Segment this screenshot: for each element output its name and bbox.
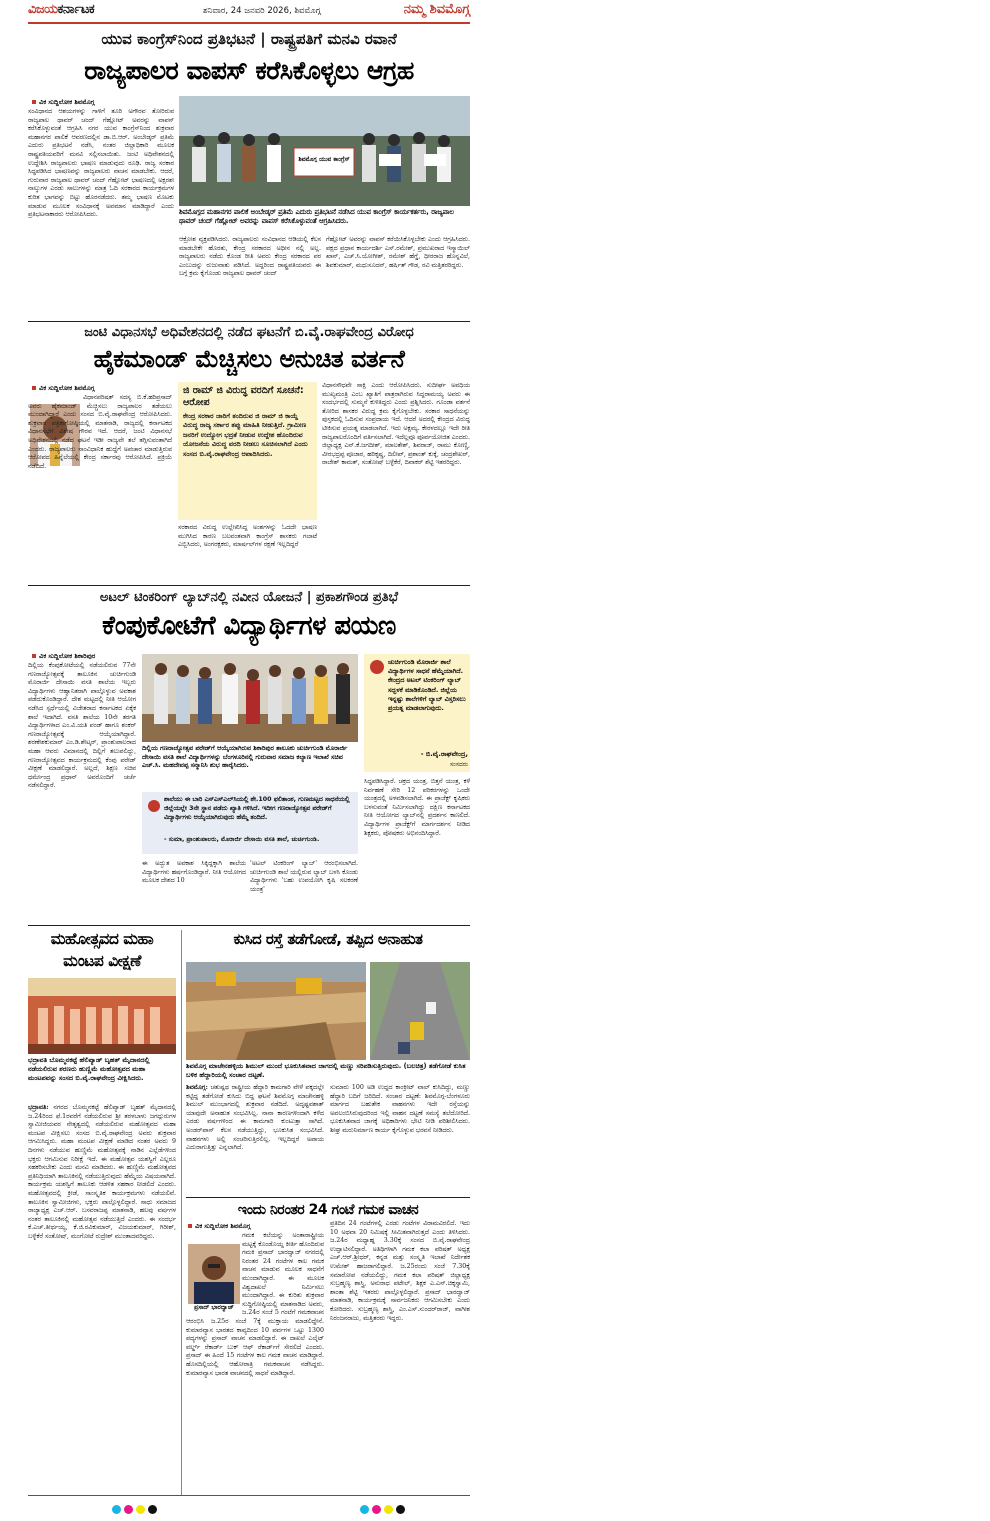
masthead-edition: ನಮ್ಮ ಶಿವಮೊಗ್ಗ xyxy=(403,2,470,17)
story4-headline-line2: ಮಂಟಪ ವೀಕ್ಷಣೆ xyxy=(63,952,141,970)
story2-col2: ಸರಕಾರದ ವಿರುದ್ಧ ಉಲ್ಲೇಖಿಸಿದ್ದ ಅಂಶಗಳನ್ನು ಓದದೇ ಭಾಷಣ ಮುಗಿಸಿದ ಕಾರಣ ಬಲವಂತವಾಗಿ ಕಾಂಗ್ರೆಸ್ ಶಾಸಕರು ಗಲಾಟೆ ಎಬ್ಬಿಸಿದರು, ಅಂಗರಕ್ಷಕರು, ಮಾರ್ಷಲ್‌ಗಳ ರಕ್ಷಣೆ ಇಲ್ಲದಿದ್ದರೆ xyxy=(178,524,317,549)
story1-byline: ವಿಕ ಸುದ್ದಿಲೋಕ ಶಿವಮೊಗ್ಗ xyxy=(32,98,95,107)
story2-byline: ವಿಕ ಸುದ್ದಿಲೋಕ ಶಿವಮೊಗ್ಗ xyxy=(32,384,95,393)
story3-quote-role: ಸಂಸದರು xyxy=(450,761,468,768)
story4-photo xyxy=(28,978,176,1054)
story2-highlight-box xyxy=(178,382,317,520)
story1-col2: ಆಕ್ರೋಶ ವ್ಯಕ್ತಪಡಿಸಿದರು. ರಾಜ್ಯಪಾಲರು ಸಂವಿಧಾನದ ಆಡಿಯಲ್ಲಿ ಕೆಲಸ ಮಾಡಬೇಕೇ ಹೊರತು, ಕೇಂದ್ರ ಸರಕಾರದ ಅಧೀನ ನಲ್ಲಿ ಅಲ್ಲ. ರಾಜ್ಯಪಾಲರು ನಡೆದು ಕೊಂಡ ರೀತಿ ಅವರು ಕೇಂದ್ರ ಸರಕಾರದ ಪರ ಎಂಬುದನ್ನು ರುಜುವಾತು ಪಡಿಸಿದೆ. ಅದ್ದರಿಂದ ರಾಷ್ಟ್ರಪತಿಯವರು ಈ ಬಗ್ಗೆ ಕ್ರಮ ಕೈಗೊಂಡು ರಾಜ್ಯಪಾಲ ಥಾವರ್ ಚಂದ್ xyxy=(179,236,321,278)
story3-col2c: 'ಅಟಲ್ ಟಿಂಕರಿಂಗ್ ಲ್ಯಾಬ್' ಆರಂಭಿಸಲಾಗಿದೆ. ಚುರ್ಚಿಗುಂಡಿ ಶಾಲೆ ಯಲ್ಲಿರುವ ಲ್ಯಾಬ್ ಬಳಸಿ ಕೊಂಡು ವಿದ್ಯಾರ್ಥಿಗಳು 'ಬಹು ಉಪಯೋಗಿ ಕೃಷಿ ಸಲಕರಣೆ ಯಂತ್ರ' xyxy=(250,860,358,893)
yellow-dot xyxy=(384,1505,393,1514)
story3-kicker: ಅಟಲ್ ಟಿಂಕರಿಂಗ್ ಲ್ಯಾಬ್‌ನಲ್ಲಿ ನವೀನ ಯೋಜನೆ | ಪ್ರಕಾಶಗೌಂಡ ಪ್ರತಿಭೆ xyxy=(99,590,399,605)
story3-quote-text: ಚುರ್ಚಿಗುಂಡಿ ಮೊರಾರ್ಜಿ ಶಾಲೆ ವಿದ್ಯಾರ್ಥಿಗಳ ಸಾಧನೆ ಹೆಮ್ಮೆಯಾಗಿದೆ. ಕೇಂದ್ರದ ಅಟಲ್ ಟಿಂಕರಿಂಗ್ ಲ್ಯಾಬ್ ಸದ್ಬಳಕೆ ಮಾಡಿಕೊಂಡಿದೆ. ಜಿಲ್ಲೆಯ ಇನ್ನಷ್ಟು ಶಾಲೆಗಳಿಗೆ ಲ್ಯಾಬ್ ವಿಸ್ತರಿಸಲು ಪ್ರಯತ್ನ ಮಾಡಲಾಗುವುದು. xyxy=(388,658,466,713)
story1-photo-caption: ಶಿವಮೊಗ್ಗದ ಮಹಾನಗರ ಪಾಲಿಕೆ ಅಂಬೇಡ್ಕರ್ ಪ್ರತಿಮೆ ಎದುರು ಪ್ರತಿಭಟನೆ ನಡೆಸಿದ ಯುವ ಕಾಂಗ್ರೆಸ್ ಕಾರ್ಯಕರ್ತರು, ರಾಜ್ಯಪಾಲ ಥಾವರ್ ಚಂದ್ ಗೆಹ್ಲೋಟ್ ಅವರನ್ನು ವಾಪಸ್ ಕರೆಸಿಕೊಳ್ಳುವಂತೆ ಆಗ್ರಹಿಸಿದರು. xyxy=(179,208,454,225)
footer-rule xyxy=(28,1495,470,1496)
story3-col3: ಸಿದ್ಧಪಡಿಸಿದ್ದಾರೆ. ಚಕ್ರದ ಯಂತ್ರ, ಬಿತ್ತನೆ ಯಂತ್ರ, ಕಳೆ ನಿರ್ವಹಣೆ ಸೇರಿ 12 ಪರಿಕರಗಳನ್ನು ಒಂದೇ ಯಂತ್ರದಲ್ಲಿ ಅಳವಡಿಸಲಾಗಿದೆ. ಈ ಪ್ರಾಜೆಕ್ಟ್ ಕೃಷಿಕರು ಬಳಸುವಂತೆ ನಿರ್ಮಿಸಲಾಗಿದ್ದು ದಕ್ಷಿಣ ಕರ್ನಾಟಕದ ನೀತಿ ಆಯೋಗದ ಲ್ಯಾಬ್‌ನಲ್ಲಿ ಪ್ರದರ್ಶನ ಕಾಣಲಿದೆ. ವಿದ್ಯಾರ್ಥಿಗಳ ಪ್ರಾಜೆಕ್ಟ್‌ಗೆ ಮಾರ್ಗದರ್ಶನ ನೀಡಿದ ಶಿಕ್ಷಕರು, ಪೋಷಕರು ಅಭಿನಂದಿಸಿದ್ದಾರೆ. xyxy=(364,778,470,837)
story6-portrait-name: ಪ್ರಸಾದ್ ಭಾರದ್ವಾಜ್ xyxy=(194,1304,234,1311)
protest-group-photo xyxy=(179,96,470,206)
story3-col1: ದಿಲ್ಲಿಯ ಕೆಂಪುಕೋಟೆಯಲ್ಲಿ ನಡೆಯಲಿರುವ 77ನೇ ಗಣರಾಜ್ಯೋತ್ಸವಕ್ಕೆ ತಾಲೂಕಿನ ಚುರ್ಚಿಗುಂಡಿ ಮೊರಾರ್ಜಿ ದೇಸಾಯಿ ವಸತಿ ಶಾಲೆಯ ಇಬ್ಬರು ವಿದ್ಯಾರ್ಥಿಗಳು ಆಹ್ವಾನಿತರಾಗಿ ಪಾಲ್ಗೊಳ್ಳುವ ಅವಕಾಶ ಪಡೆದುಕೊಂಡಿದ್ದಾರೆ. ದೇಶ ಮಟ್ಟದಲ್ಲಿ ನೀತಿ ಆಯೋಗ ನಡೆಸಿದ ಸ್ಪರ್ಧೆಯಲ್ಲಿ ವಿಜೇತರಾದ ಕರ್ನಾಟಕದ ಏಕೈಕ ಶಾಲೆ ಇದಾಗಿದೆ. ವಸತಿ ಶಾಲೆಯ 10ನೇ ತರಗತಿ ವಿದ್ಯಾರ್ಥಿಗಳಾದ ಎಂ.ವಿ.ಯತಿ ಪಂಡ್‌ ಹಾಗೂ ಶಂಕರ್ ಗಣರಾಜ್ಯೋತ್ಸವಕ್ಕೆ ಆಯ್ಕೆಯಾಗಿದ್ದಾರೆ. ಶರಣೇಶಕುಮಾರ್ ಎಂ.ಡಿ.ಶೇಟ್ಕರ್, ಪ್ರಾಂಶುಪಾಲರಾದ ಮಹಾ ಆವರು ವಿಮಾನದಲ್ಲಿ ದಿಲ್ಲಿಗೆ ತಲುಪಲಿದ್ದು, ಗಣರಾಜ್ಯೋತ್ಸವದ ಕಾರ್ಯಕ್ರಮದಲ್ಲಿ ಕೆಂಪು ಪರೇಡ್ ವೀಕ್ಷಣೆ ಮಾಡಲಿದ್ದಾರೆ. ಅಲ್ಲದೆ, ಶಿಕ್ಷಣ ಸಚಿವ ಧರ್ಮೇಂದ್ರ ಪ್ರಧಾನ್ ಅವರೊಂದಿಗೆ ಚರ್ಚೆ ನಡೆಸಲಿದ್ದಾರೆ. xyxy=(28,662,136,790)
magenta-dot xyxy=(372,1505,381,1514)
story5-headline: ಕುಸಿದ ರಸ್ತೆ ತಡೆಗೋಡೆ, ತಪ್ಪಿದ ಅನಾಹುತ xyxy=(233,930,423,948)
masthead-logo: ವಿಜಯಕರ್ನಾಟಕ xyxy=(28,2,95,17)
story2-box-text: ಕೇಂದ್ರ ಸರಕಾರ ಜಾರಿಗೆ ತಂದಿರುವ ಜಿ ರಾಮ್ ಜಿ ಕಾಯ್ದೆ ವಿರುದ್ಧ ರಾಜ್ಯ ಸರ್ಕಾರ ತಪ್ಪು ಮಾಹಿತಿ ನೀಡುತ್ತಿದೆ. ಗ್ರಾಮೀಣ ಜನರಿಗೆ ಉದ್ಯೋಗ ಭದ್ರತೆ ನೀಡುವ ಉದ್ದೇಶ ಹೊಂದಿರುವ ಯೋಜನೆಯ ವಿರುದ್ಧ ವರದಿ ನೀಡಲು ಸೂಚಿಸಲಾಗಿದೆ ಎಂದು ಸಂಸದ ಬಿ.ವೈ.ರಾಘವೇಂದ್ರ ಆಪಾದಿಸಿದರು. xyxy=(183,412,308,458)
story5-col1 xyxy=(186,1084,324,1194)
black-dot xyxy=(148,1505,157,1514)
protest-banner-text: ಶಿವಮೊಗ್ಗ ಯುವ ಕಾಂಗ್ರೆಸ್ xyxy=(298,156,350,163)
traffic-jam-photo xyxy=(370,962,470,1060)
divider xyxy=(28,925,470,926)
story3-photo xyxy=(142,654,358,742)
story4-photo-caption: ಭದ್ರಾವತಿ ಬೊಮ್ಮನಕಟ್ಟೆ ಹೆಲಿಪ್ಯಾಡ್ ಬೃಹತ್ ಮೈದಾನದಲ್ಲಿ ನಡೆಯಲಿರುವ ಶರಣರು ಹುಣ್ಣಿಮೆ ಮಹೋತ್ಸವದ ಮಹಾ ಮಂಟಪವನ್ನು ಸಂಸದ ಬಿ.ವೈ.ರಾಘವೇಂದ್ರ ವೀಕ್ಷಿಸಿದರು. xyxy=(28,1056,150,1082)
masthead-date: ಶನಿವಾರ, 24 ಜನವರಿ 2026, ಶಿವಮೊಗ್ಗ xyxy=(203,6,321,16)
story3-headline: ಕೆಂಪುಕೋಟೆಗೆ ವಿದ್ಯಾರ್ಥಿಗಳ ಪಯಣ xyxy=(102,611,396,641)
black-dot xyxy=(396,1505,405,1514)
collapsed-wall-photo xyxy=(186,962,366,1060)
cyan-dot xyxy=(360,1505,369,1514)
story2-col1: ವಿಧಾನಪರಿಷತ್ ಸದಸ್ಯ ಬಿ.ಕೆ.ಹರಿಪ್ರಸಾದ್ ಅವರು ಹೈಕಮಾಂಡ್ ಮೆಚ್ಚಿಸಲು ರಾಜ್ಯಪಾಲರ ತಡೆಯಲು ಮುಂದಾಗಿದ್ದಾರೆ ಎಂದು ಸಂಸದ ಬಿ.ವೈ.ರಾಘವೇಂದ್ರ ಆರೋಪಿಸಿದರು. ಶುಕ್ರವಾರ ಪತ್ರಿಕಾಗೋಷ್ಠಿಯಲ್ಲಿ ಮಾತನಾಡಿ, ರಾಜ್ಯದಲ್ಲಿ ಕರ್ನಾಟಕದ ವಿಧಾನಸಭೆಗೆ ವಿಶೇಷ ಗೌರವ ಇದೆ. ಆದರೆ, ಜಂಟಿ ವಿಧಾನಸಭೆ ಅಧಿವೇಶನದಲ್ಲಿ ನಡೆದ ಘಟನೆ ಇಡೀ ರಾಜ್ಯವೇ ತಲೆ ತಗ್ಗಿಸುವಂತಾಗಿದೆ ಎಂದರು. ರಾಜ್ಯಪಾಲರು ಸಾಂವಿಧಾನಿಕ ಹುದ್ದೆಗೆ ಅಪಚಾರ ಮಾಡುತ್ತಿರುವ ಆರೋಪದ ಹಿನ್ನೆಲೆಯಲ್ಲಿ ಕೇಂದ್ರ ಸರ್ಕಾರವು ಆರೋಪಿಸಿದೆ. ಪ್ರಕ್ರಿಯೆ ನಡೆದಿದೆ. xyxy=(28,394,172,470)
story4-body-text: ನಗರದ ಬೊಮ್ಮನಕಟ್ಟೆ ಹೆಲಿಪ್ಯಾಡ್ ಬೃಹತ್ ಮೈದಾನದಲ್ಲಿ ಜ.24ರಿಂದ ಫೆ.1ರವರೆಗೆ ನಡೆಯಲಿರುವ ಶ್ರೀ ತರಳಬಾಳು ಜಗದ್ಗುರುಗಳ ಸ್ವಾಮೀಜಿಯವರ ನೇತೃತ್ವದಲ್ಲಿ ನಡೆಯಲಿರುವ ಮಹೋತ್ಸವದ ಮಹಾ ಮಂಟಪ ವೀಕ್ಷಿಸಲು ಸಂಸದ ಬಿ.ವೈ.ರಾಘವೇಂದ್ರ ಅವರು ಶುಕ್ರವಾರ ಆಗಮಿಸಿದ್ದರು. ಮಹಾ ಮಂಟಪ ವೀಕ್ಷಣೆ ಮಾಡಿದ ನಂತರ ಅವರು 9 ದಿನಗಳು ನಡೆಯುವ ಹುಣ್ಣಿಮೆ ಮಹೋತ್ಸವಕ್ಕೆ ನಾಡಿನ ಎಲ್ಲೆಡೆಗಳಿಂದ ಭಕ್ತರು ಆಗಮಿಸುವ ನಿರೀಕ್ಷೆ ಇದೆ. ಈ ಮಹೋತ್ಸವ ಯಶಸ್ವಿಗೆ ಎಲ್ಲರೂ ಸಹಕರಿಸಬೇಕು ಎಂದು ಮನವಿ ಮಾಡಿದರು. ಈ ಹುಣ್ಣಿಮೆ ಮಹೋತ್ಸವದ ಪ್ರತಿನಿಧಿಯಾಗಿ ತಾಲೂಕಿನಲ್ಲಿ ನಡೆಯುತ್ತಿರುವುದು ಹೆಮ್ಮೆಯ ವಿಷಯವಾಗಿದೆ. ಕಾರ್ಯಕ್ರಮ ಯಶಸ್ವಿಗೆ ತಾಲೂಕು ಆಡಳಿತ ಸಹಕಾರ ನೀಡಲಿದೆ ಎಂದರು. ಮಹೋತ್ಸವದಲ್ಲಿ ಕ್ರೀಡೆ, ಸಾಂಸ್ಕೃತಿಕ ಕಾರ್ಯಕ್ರಮಗಳು ನಡೆಯಲಿವೆ. ತಾಲೂಕಿನ ಸ್ವಾಮೀಜಿಗಳು, ಭಕ್ತರು ಪಾಲ್ಗೊಳ್ಳಲಿದ್ದಾರೆ. ಸಾಧು ಸಮಾಜದ ರಾಜ್ಯಾಧ್ಯಕ್ಷ ಎಚ್.ಆರ್. ಬಸವರಾಜಪ್ಪ ಮಾತನಾಡಿ, ಹಲವು ವರ್ಷಗಳ ನಂತರ ತಾಲೂಕಿನಲ್ಲಿ ಮಹೋತ್ಸವ ನಡೆಯುತ್ತಿದೆ ಎಂದರು. ಈ ಸಂದರ್ಭ ಕೆ.ಎಚ್.ತೀರ್ಥಯ್ಯ, ಕೆ.ಜಿ.ರವಿಕುಮಾರ್, ವಿಜಯಕುಮಾರ್, ಗಿರೀಶ್, ಬಳ್ಳೆಕೆರೆ ಸಂತೋಷ್, ಮಂಗೋಟೆ ರುದ್ರೇಶ್ ಮುಂತಾದವರಿದ್ದರು. xyxy=(28,1104,176,1240)
column-divider xyxy=(181,930,182,1495)
story1-photo xyxy=(179,96,470,206)
divider xyxy=(28,585,470,586)
story1-col1: ಸಂವಿಧಾನದ ಆಶಯಗಳನ್ನು ಗಾಳಿಗೆ ತೂರಿ ಅಗೌರವ ತೋರಿರುವ ರಾಜ್ಯಪಾಲ ಥಾವರ್ ಚಂದ್ ಗೆಹ್ಲೋಟ್ ಅವರನ್ನು ವಾಪಸ್ ಕರೆಸಿಕೊಳ್ಳುವಂತೆ ಆಗ್ರಹಿಸಿ ನಗರ ಯುವ ಕಾಂಗ್ರೆಸ್‌ನಿಂದ ಶುಕ್ರವಾರ ಮಹಾನಗರ ಪಾಲಿಕೆ ಆವರಣದಲ್ಲಿನ ಡಾ.ಬಿ.ಆರ್. ಅಂಬೇಡ್ಕರ್ ಪ್ರತಿಮೆ ಎದುರು ಪ್ರತಿಭಟನೆ ನಡೆಸಿ, ನಂತರ ಜಿಲ್ಲಾಧಿಕಾರಿ ಮೂಲಕ ರಾಷ್ಟ್ರಪತಿಯವರಿಗೆ ಮನವಿ ಸಲ್ಲಿಸಲಾಯಿತು. ಜಂಟಿ ಅಧಿವೇಶನದಲ್ಲಿ ಉದ್ದೇಶಿಸಿ ರಾಜ್ಯಪಾಲರು ಭಾಷಣ ಮಾಡುವುದು ರೂಢಿ. ರಾಜ್ಯ ಸರಕಾರ ಸಿದ್ಧಪಡಿಸಿದ ಭಾಷಣವನ್ನು ರಾಜ್ಯಪಾಲರು ವಾಚನ ಮಾಡಬೇಕು. ಆದರೆ, ಗುರುವಾರ ರಾಜ್ಯಪಾಲ ಥಾವರ್ ಚಂದ್ ಗೆಹ್ಲೋಟ್ ಭಾಷಣದಲ್ಲಿ ಅಕ್ಷರಶಃ ನಾಲ್ಕುಗಳ ಎರಡು ಸಾಲುಗಳನ್ನು ಮಾತ್ರ ಓದಿ ಸರಕಾರದ ಕಾರ್ಯಕ್ರಮಗಳ ಕುರಿತ ಭಾಗವನ್ನು ಬಿಟ್ಟು ಹೊರನಡೆದರು. ತಮ್ಮ ಭಾಷಣ ಮೊಟಕು ಮಾಡುವ ಮೂಲಕ ಸಂವಿಧಾನಕ್ಕೆ ಅವಮಾನ ಮಾಡಿದ್ದಾರೆ ಎಂದು ಪ್ರತಿಭಟನಾಕಾರರು ಆರೋಪಿಸಿದರು. xyxy=(28,108,174,219)
story3-photo-caption: ದಿಲ್ಲಿಯ ಗಣರಾಜ್ಯೋತ್ಸವ ಪರೇಡ್‌ಗೆ ಆಯ್ಕೆಯಾಗಿರುವ ಶಿಕಾರಿಪುರ ತಾಲೂಕು ಚುರ್ಚಿಗುಂಡಿ ಮೊರಾರ್ಜಿ ದೇಸಾಯಿ ವಸತಿ ಶಾಲೆ ವಿದ್ಯಾರ್ಥಿಗಳನ್ನು ಬೆಂಗಳೂರಿನಲ್ಲಿ ಗುರುವಾರ ಸಮಾಜ ಕಲ್ಯಾಣ ಇಲಾಖೆ ಸಚಿವ ಎಚ್.ಸಿ. ಮಹದೇವಪ್ಪ ಸನ್ಮಾನಿಸಿ ಶುಭ ಹಾರೈಸಿದರು. xyxy=(142,744,348,770)
story3-principal-author: - ಸುಮಾ, ಪ್ರಾಂಶುಪಾಲರು, ಮೊರಾರ್ಜಿ ದೇಸಾಯಿ ವಸತಿ ಶಾಲೆ, ಚುರ್ಚಿಗುಂಡಿ. xyxy=(164,836,320,843)
portrait-float-spacer xyxy=(186,1232,242,1316)
story4-dateline: ಭದ್ರಾವತಿ: xyxy=(28,1104,49,1111)
story2-box-title: ಜಿ ರಾಮ್ ಜಿ ವಿರುದ್ಧ ವರದಿಗೆ ಸೂಚನೆ: ಆರೋಪ xyxy=(183,385,304,408)
story1-kicker: ಯುವ ಕಾಂಗ್ರೆಸ್‌ನಿಂದ ಪ್ರತಿಭಟನೆ | ರಾಷ್ಟ್ರಪತಿಗೆ ಮನವಿ ರವಾನೆ xyxy=(101,30,397,48)
registration-marks-right xyxy=(360,1499,408,1509)
story5-col1-text: ಚತುಷ್ಪಥ ರಾಷ್ಟ್ರೀಯ ಹೆದ್ದಾರಿ ಕಾಮಗಾರಿ ವೇಳೆ ಪಕ್ಕದಲ್ಲೇ ಕಟ್ಟಿದ್ದ ತಡೆಗೋಡೆ ಕುಸಿದು ಬಿದ್ದ ಘಟನೆ ಶಿವಮೊಗ್ಗ ಮಾಚೇನಹಳ್ಳಿ ಶಿಮುಲ್ ಮುಂಭಾಗದಲ್ಲಿ ಶುಕ್ರವಾರ ನಡೆದಿದೆ. ಅದೃಷ್ಟವಶಾತ್ ಯಾವುದೇ ಅನಾಹುತ ಸಂಭವಿಸಿಲ್ಲ. ನಾನಾ ಕಾರಣಗಳಿಂದಾಗಿ ಕಳೆದ ಎರಡು ವರ್ಷಗಳಿಂದ ಈ ಕಾಮಗಾರಿ ಕುಂಟುತ್ತಾ ಸಾಗಿದೆ. ಅಂಡರ್‌ಪಾಸ್ ಕೆಲಸ ನಡೆಯುತ್ತಿದ್ದು, ಭೂಕುಸಿತ ಸಂಭವಿಸಿದೆ. ವಾಹನಗಳು ಅಲ್ಲಿ ಸಂಚರಿಸುತ್ತಿರಲಿಲ್ಲ. ಇಲ್ಲದಿದ್ದರೆ ಅಪಾಯ ಎದುರಾಗುತ್ತಿತ್ತು ಎನ್ನಲಾಗಿದೆ. xyxy=(186,1084,324,1152)
mantapa-visit-photo xyxy=(28,978,176,1054)
story3-quote-box xyxy=(364,654,470,772)
story6-headline: ಇಂದು ನಿರಂತರ 24 ಗಂಟೆ ಗಮಕ ವಾಚನ xyxy=(237,1202,419,1218)
newspaper-page xyxy=(28,0,470,1521)
quote-marker-icon xyxy=(148,800,160,812)
story2-kicker: ಜಂಟಿ ವಿಧಾನಸಭೆ ಅಧಿವೇಶನದಲ್ಲಿ ನಡೆದ ಘಟನೆಗೆ ಬಿ.ವೈ.ರಾಘವೇಂದ್ರ ವಿರೋಧ xyxy=(84,325,414,340)
registration-marks-left xyxy=(112,1499,160,1509)
story5-photo-right xyxy=(370,962,470,1060)
students-felicitation-photo xyxy=(142,654,358,742)
cyan-dot xyxy=(112,1505,121,1514)
yellow-dot xyxy=(136,1505,145,1514)
story5-col2: ಸುಮಾರು 100 ಅಡಿ ಉದ್ದದ ಕಾಂಕ್ರೀಟ್ ವಾಲ್ ಕುಸಿದಿದ್ದು, ಮಣ್ಣು ಹೆದ್ದಾರಿ ಬದಿಗೆ ಜರಿದಿದೆ. ಸಂಚಾರ ದಟ್ಟಣೆ: ಶಿವಮೊಗ್ಗ-ಬೆಂಗಳೂರು ಮಾರ್ಗದ ಬಹುತೇಕ ವಾಹನಗಳು ಇದೇ ರಸ್ತೆಯನ್ನು ಅವಲಂಬಿಸಿರುವುದರಿಂದ ಇಲ್ಲಿ ವಾಹನ ದಟ್ಟಣೆ ಸಮಸ್ಯೆ ತಲೆದೋರಿದೆ. ಭೂಕುಸಿತವಾದ ಜಾಗಕ್ಕೆ ಅಧಿಕಾರಿಗಳು ಭೇಟಿ ನೀಡಿ ಪರಿಶೀಲಿಸಿದರು. ಶೀಘ್ರ ಮರುನಿರ್ಮಾಣ ಕಾರ್ಯ ಕೈಗೊಳ್ಳುವ ಭರವಸೆ ನೀಡಿದರು. xyxy=(330,1084,470,1134)
story5-photo-left xyxy=(186,962,366,1060)
story6-col1 xyxy=(186,1232,324,1494)
story3-principal-box xyxy=(142,792,358,854)
magenta-dot xyxy=(124,1505,133,1514)
story4-body xyxy=(28,1104,176,1492)
story3-principal-text: ಶಾಲೆಯು ಈ ಬಾರಿ ಎಸ್ಎಸ್ಎಲ್‌ಸಿಯಲ್ಲಿ ಶೇ.100 ಫಲಿತಾಂಶ, ಗುಣಮಟ್ಟದ ಸಾಧನೆಯಲ್ಲಿ ಜಿಲ್ಲೆಯಲ್ಲೇ 3ನೇ ಸ್ಥಾನ ಪಡೆದು ಖ್ಯಾತಿ ಗಳಿಸಿದೆ. ಇದೀಗ ಗಣರಾಜ್ಯೋತ್ಸವ ಪರೇಡ್‌ಗೆ ವಿದ್ಯಾರ್ಥಿಗಳು ಆಯ್ಕೆಯಾಗಿರುವುದು ಹೆಮ್ಮೆ ತಂದಿದೆ. xyxy=(164,796,350,821)
story5-photo-caption: ಶಿವಮೊಗ್ಗ ಮಾಚೇನಹಳ್ಳಿಯ ಶಿಮುಲ್ ಮುಂದೆ ಭೂಕುಸಿತವಾದ ಜಾಗದಲ್ಲಿ ಮಣ್ಣು ಸರಿಪಡಿಸುತ್ತಿರುವುದು. (ಬಲಚಿತ್ರ) ತಡೆಗೋಡೆ ಕುಸಿತ ಬಳಿಕ ಹೆದ್ದಾರಿಯಲ್ಲಿ ಸಂಚಾರ ದಟ್ಟಣೆ. xyxy=(186,1062,466,1079)
story2-col3: ವಿಧಾನಸೌಧವೇ ಸಾಕ್ಷಿ ಎಂದು ಆರೋಪಿಸಿದರು. ಸುದೀರ್ಘ ಅವಧಿಯ ಮುಖ್ಯಮಂತ್ರಿ ಎಂಬ ಖ್ಯಾತಿಗೆ ಪಾತ್ರರಾಗಿರುವ ಸಿದ್ದರಾಮಯ್ಯ ಅವರು ಈ ಸಂದರ್ಭದಲ್ಲಿ ಸುಮ್ಮನೆ ಕುಳಿತಿದ್ದರು ಎಂದು ಪ್ರಶ್ನಿಸಿದರು. ಗೂಂಡಾ ವರ್ತನೆ ತೋರಿದ ಶಾಸಕರ ವಿರುದ್ಧ ಕ್ರಮ ಕೈಗೊಳ್ಳಬೇಕು. ಸರಕಾರ ಸಾಧನೆಯನ್ನು ಪುಸ್ತಕದಲ್ಲಿ ಓದಿಸುವ ಸಂಪ್ರದಾಯ ಇದೆ. ಆದರೆ ಅದರಲ್ಲಿ ಕೇಂದ್ರದ ವಿರುದ್ಧ ಟೀಕಿಸುವ ಪ್ರಯತ್ನ ಮಾಡಲಾಗಿದೆ. ಇದು ಅಕ್ಷಮ್ಯ. ಕೇರಳದಲ್ಲೂ ಇದೇ ರೀತಿ ರಾಜ್ಯಪಾಲರೊಂದಿಗೆ ವರ್ತಿಸಲಾಗಿದೆ. ಇದೆಲ್ಲವೂ ಪೂರ್ವಯೋಜಿತ ಎಂದರು. ಜಿಲ್ಲಾಧ್ಯಕ್ಷ ಎನ್.ಕೆ.ಜಗದೀಶ್, ಮಾಲತೇಶ್, ಶಿವರಾಜ್, ರಾಮು ಕೋಣ್ಣಿ, ವೀರಭದ್ರಪ್ಪ ಪೂಜಾರ, ಹರಿಕೃಷ್ಣ, ದಿಲೀಪ್, ಪ್ರಶಾಂತ್ ಕುಕ್ಕೆ, ಚಂದ್ರಶೇಖರ್, ರಾಜೇಶ್ ಕಾಮತ್, ಸಂತೋಷ್ ಬಳ್ಳೆಕೆರೆ, ದಿವಾಕರ್ ಶೆಟ್ಟಿ ಇತರರಿದ್ದರು. xyxy=(322,382,470,467)
quote-marker-icon xyxy=(370,660,384,674)
story1-headline: ರಾಜ್ಯಪಾಲರ ವಾಪಸ್ ಕರೆಸಿಕೊಳ್ಳಲು ಆಗ್ರಹ xyxy=(84,56,414,85)
story3-byline: ವಿಕ ಸುದ್ದಿಲೋಕ ಶಿಕಾರಿಪುರ xyxy=(32,652,95,661)
story1-col3: ಗೆಹ್ಲೋಟ್ ಅವರನ್ನು ವಾಪಸ್ ಕರೆಯಿಸಿಕೊಳ್ಳಬೇಕು ಎಂದು ಆಗ್ರಹಿಸಿದರು. ಪಕ್ಷದ ಪ್ರಧಾನ ಕಾರ್ಯದರ್ಶಿ ಎಸ್.ರಮೇಶ್, ಪ್ರಮುಖರಾದ ಇಸ್ಮಾಯಿಲ್ ಖಾನ್, ಎಚ್.ಸಿ.ಯೋಗೀಶ್, ರಮೇಶ್ ಹೆಗ್ಡೆ, ಧೀರರಾಜ ಹೊನ್ನವಿಲೆ, ಶಿವಕುಮಾರ್, ಮಧುಸೂದನ್, ಹರ್ಷಿತ್ ಗೌಡ, ರವಿ ಮತ್ತಿತರರಿದ್ದರು. xyxy=(326,236,470,269)
story6-byline: ವಿಕ ಸುದ್ದಿಲೋಕ ಶಿವಮೊಗ್ಗ xyxy=(188,1222,251,1231)
story4-headline-line1: ಮಹೋತ್ಸವದ ಮಹಾ xyxy=(50,930,154,948)
story6-col1-text: ಗಮಕ ಕಲೆಯನ್ನು ಅಂತಾರಾಷ್ಟ್ರೀಯ ಮಟ್ಟಕ್ಕೆ ಕೊಂಡೊಯ್ದ ಕೀರ್ತಿ ಹೊಂದಿರುವ ಗಮಕಿ ಪ್ರಸಾದ್ ಭಾರದ್ವಾಜ್ ನಗರದಲ್ಲಿ ನಿರಂತರ 24 ಗಂಟೆಗಳ ಕಾಲ ಗಮಕ ವಾಚನ ಮಾಡುವ ಮೂಲಕ ಸಾಧನೆಗೆ ಮುಂದಾಗಿದ್ದಾರೆ. ಈ ಮೂಲಕ ವಿಶ್ವದಾಖಲೆ ನಿರ್ಮಿಸಲು ಮುಂದಾಗಿದ್ದಾರೆ. ಈ ಕುರಿತು ಶುಕ್ರವಾರ ಸುದ್ದಿಗೋಷ್ಠಿಯಲ್ಲಿ ಮಾತನಾಡಿದ ಅವರು, ಜ.24ರ ಸಂಜೆ 5 ಗಂಟೆಗೆ ಗಮಕವಾಚನ ಆರಂಭಿಸಿ ಜ.25ರ ಸಂಜೆ 7ಕ್ಕೆ ಮುಕ್ತಾಯ ಮಾಡಲಿದ್ದೇನೆ. ಕುಮಾರವ್ಯಾಸ ಭಾರತದ ಕಾವ್ಯದಿಂದ 10 ಪರ್ವಗಳ ಒಟ್ಟು 1300 ಪದ್ಯಗಳನ್ನು ಪ್ರಸಾದ್ ವಾಚನ ಮಾಡಲಿದ್ದಾರೆ. ಈ ದಾಖಲೆ ಎಲೈಟ್ ವರ್ಲ್ಡ್ ರೆಕಾರ್ಡ್ ಬುಕ್ ಆಫ್ ರೆಕಾರ್ಡ್‌ಗೆ ಸೇರಲಿದೆ ಎಂದರು. ಪ್ರಸಾದ್ ಈ ಹಿಂದೆ 15 ಗಂಟೆಗಳ ಕಾಲ ಗಮಕ ವಾಚನ ಮಾಡಿದ್ದಾರೆ. ಹೊಸದಿಲ್ಲಿಯಲ್ಲಿ ಆಹೋರಾತ್ರಿ ಗಮಕವಾಚನ ನಡೆಸಿದ್ದರು. ಕುಮಾರವ್ಯಾಸ ಭಾರತ ವಾಚನದಲ್ಲಿ ಸಾಧನೆ ಮಾಡಿದ್ದಾರೆ. xyxy=(186,1232,324,1377)
divider xyxy=(28,321,470,322)
story3-quote-author: - ಬಿ.ವೈ.ರಾಘವೇಂದ್ರ, xyxy=(420,750,468,758)
story3-col2: ಈ ಅದ್ಭುತ ಅವಕಾಶ ಸಿಕ್ಕಿದ್ದಕ್ಕಾಗಿ ಶಾಲೆಯ ವಿದ್ಯಾರ್ಥಿಗಳು ಹರ್ಷಗೊಂಡಿದ್ದಾರೆ. ನೀತಿ ಆಯೋಗದ ಮೂಲಕ ದೇಶದ 10 xyxy=(142,860,246,885)
divider xyxy=(186,1197,470,1198)
story2-headline: ಹೈಕಮಾಂಡ್ ಮೆಚ್ಚಿಸಲು ಅನುಚಿತ ವರ್ತನೆ xyxy=(93,345,405,373)
story6-col2: ಪ್ರತಿದಿನ 24 ಗಂಟೆಗಳಲ್ಲಿ ಎರಡು ಗಂಟೆಗಳ ವಿರಾಮವಿರಲಿದೆ. ಇದು 10 ಅಥವಾ 20 ನಿಮಿಷಕ್ಕೆ ಸೀಮಿತವಾಗಿರುತ್ತದೆ ಎಂದು ತಿಳಿಸಿದರು. ಜ.24ರ ಮಧ್ಯಾಹ್ನ 3.30ಕ್ಕೆ ಸಂಸದ ಬಿ.ವೈ.ರಾಘವೇಂದ್ರ ಉದ್ಘಾಟಿಸಲಿದ್ದಾರೆ. ಅತಿಥಿಗಳಾಗಿ ಗಮಕ ಕಲಾ ಪರಿಷತ್ ಅಧ್ಯಕ್ಷ ಎಚ್.ಆರ್.ಶ್ರೀಧರ್, ಕನ್ನಡ ಮತ್ತು ಸಂಸ್ಕೃತಿ ಇಲಾಖೆ ನಿರ್ದೇಶಕ ಉಮೇಶ್ ಹಾಜರಾಗಲಿದ್ದಾರೆ. ಜ.25ರಂದು ಸಂಜೆ 7.30ಕ್ಕೆ ಸಮಾರೋಪ ನಡೆಯಲಿದ್ದು, ಗಮಕ ಕಲಾ ಪರಿಷತ್ ಜಿಲ್ಲಾಧ್ಯಕ್ಷ ಸುಬ್ರಹ್ಮಣ್ಯ ಶಾಸ್ತ್ರಿ, ಅನುರಾಧ ಪಟೇಲ್, ಶಿಕ್ಷಕ ಎ.ಎನ್.ಚಿಕ್ಕಸ್ವಾಮಿ, ಶಾಂತಾ ಶೆಟ್ಟಿ ಇತರರು ಪಾಲ್ಗೊಳ್ಳಲಿದ್ದಾರೆ. ಪ್ರಸಾದ್ ಭಾರದ್ವಾಜ್ ಮಾತನಾಡಿ, ಕಾರ್ಯಕ್ರಮಕ್ಕೆ ಸಾರ್ವಜನಿಕರು ಆಗಮಿಸಬೇಕು ಎಂದು ಕೋರಿದರು. ಸುಬ್ರಹ್ಮಣ್ಯ ಶಾಸ್ತ್ರಿ, ಎಂ.ಎಸ್.ಸುಂದರ್‌ರಾಜ್, ವಾಗೀಶ ನಿರಂಜನರಾಜು, ಮತ್ತಿತರರು ಇದ್ದರು. xyxy=(330,1220,470,1322)
story5-dateline: ಶಿವಮೊಗ್ಗ: xyxy=(186,1084,208,1091)
